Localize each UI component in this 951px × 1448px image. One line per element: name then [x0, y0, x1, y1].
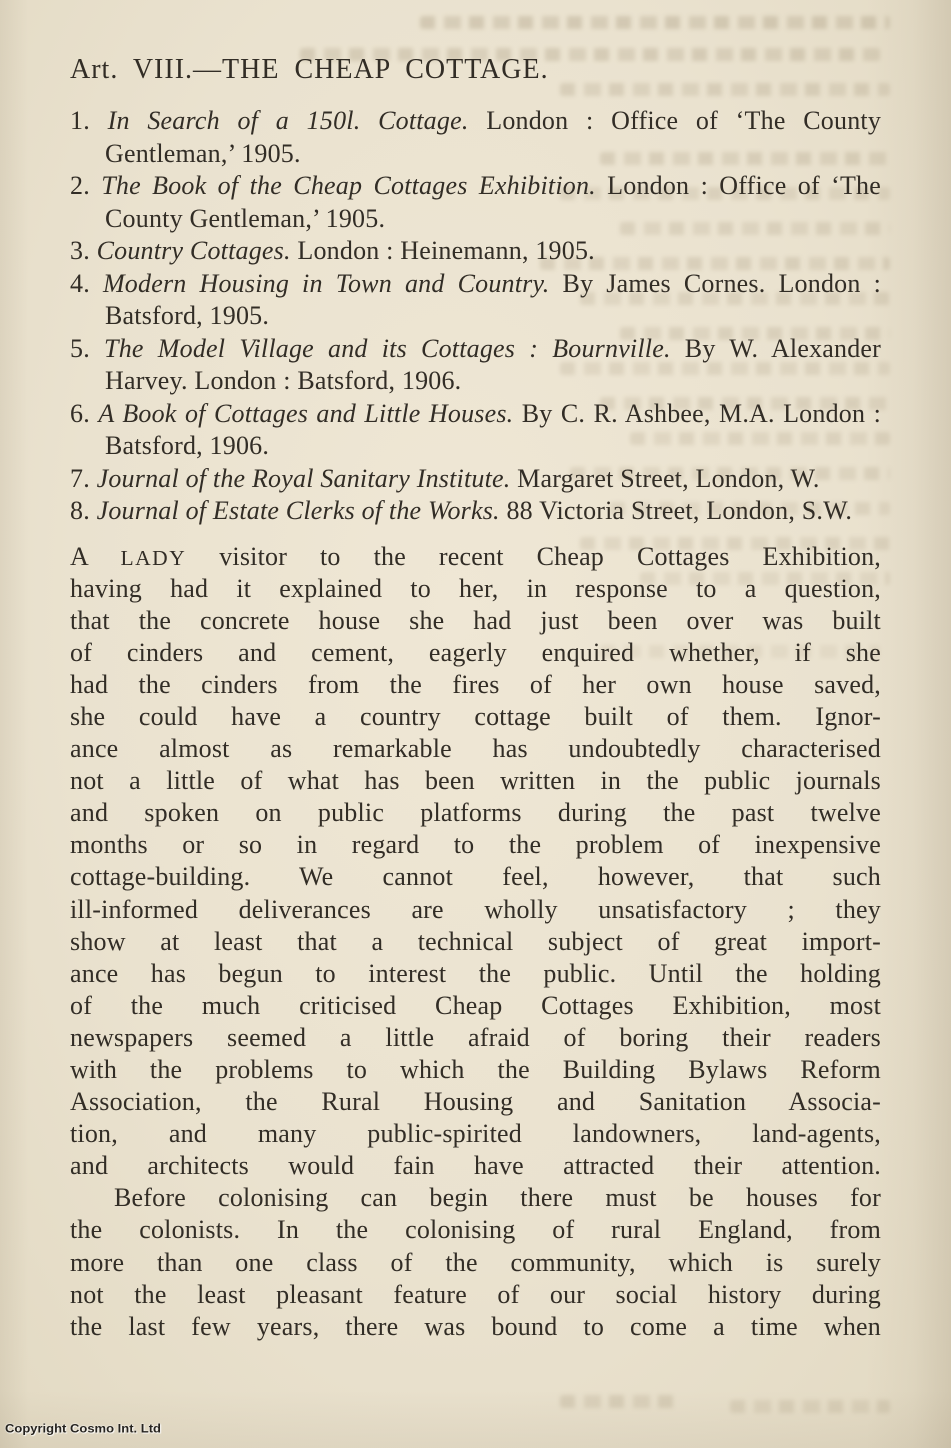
- text-line: the colonists. In the colonising of rural England, from: [70, 1215, 881, 1245]
- text-line: with the problems to which the Building Bylaws Reform: [70, 1055, 881, 1084]
- text-line: more than one class of the community, which is surely: [70, 1247, 881, 1277]
- text-line: of cinders and cement, eagerly enquired whether, if she: [70, 637, 881, 667]
- reference-publisher: By C. R. Ashbee, M.A. London : Batsford, 1906.: [105, 398, 881, 460]
- text-line: Association, the Rural Housing and Sanitation Associa-: [70, 1087, 881, 1117]
- reference-item: [70, 105, 881, 170]
- copyright-watermark: Copyright Cosmo Int. Ltd: [5, 1421, 161, 1436]
- text-line: not the least pleasant feature of our social history during: [70, 1279, 881, 1309]
- lead-rest: visitor to the recent Cheap Cottages Exhibition,: [219, 541, 881, 571]
- text-line: show at least that a technical subject of great import-: [70, 926, 881, 956]
- bleed-through-line: [730, 1400, 890, 1413]
- reference-item: [70, 398, 881, 463]
- lead-word: A: [70, 541, 88, 571]
- reference-number: 6.: [70, 398, 90, 428]
- text-line: [70, 541, 881, 573]
- reference-number: 4.: [70, 268, 90, 298]
- text-line: Before colonising can begin there must be houses for: [114, 1183, 881, 1213]
- text-line: ance has begun to interest the public. Until the holding: [70, 958, 881, 988]
- reference-item: [70, 495, 881, 528]
- text-line: months or so in regard to the problem of inexpensive: [70, 830, 881, 860]
- text-line: that the concrete house she had just been over was built: [70, 605, 881, 635]
- reference-number: 7.: [70, 463, 90, 493]
- reference-title: Country Cottages.: [96, 236, 291, 265]
- reference-title: In Search of a 150l. Cottage.: [107, 106, 469, 135]
- text-line: and spoken on public platforms during the past twelve: [70, 798, 881, 828]
- reference-publisher: By James Cornes. London : Batsford, 1905.: [105, 268, 882, 330]
- reference-publisher: London : Office of ‘The County Gentleman,’ 1905.: [105, 106, 882, 168]
- text-line: and architects would fain have attracted their attention.: [70, 1151, 881, 1181]
- paragraph-lines: [70, 573, 881, 1183]
- reference-publisher: London : Office of ‘The County Gentleman,’ 1905.: [105, 171, 881, 233]
- reference-publisher: Margaret Street, London, W.: [517, 463, 820, 493]
- reference-list: [70, 105, 881, 528]
- reference-publisher: London : Heinemann, 1905.: [297, 236, 595, 265]
- body-paragraph: [70, 1182, 881, 1342]
- reference-publisher: By W. Alexander Harvey. London : Batsford, 1906.: [105, 333, 882, 395]
- text-line: not a little of what has been written in the public journals: [70, 766, 881, 796]
- text-line: the last few years, there was bound to come a time when: [70, 1311, 881, 1341]
- reference-number: 2.: [70, 171, 90, 200]
- reference-number: 8.: [70, 496, 90, 525]
- lead-smallcaps: LADY: [120, 545, 187, 570]
- text-line: cottage-building. We cannot feel, however, that such: [70, 862, 881, 892]
- body-paragraph: [70, 541, 881, 1183]
- reference-title: A Book of Cottages and Little Houses.: [98, 398, 514, 428]
- text-line: she could have a country cottage built of them. Ignor-: [70, 701, 881, 731]
- reference-item: [70, 235, 881, 268]
- article-title: Art. VIII.—THE CHEAP COTTAGE.: [70, 54, 549, 85]
- text-line: ance almost as remarkable has undoubtedly characterised: [70, 734, 881, 764]
- reference-publisher: 88 Victoria Street, London, S.W.: [506, 496, 853, 525]
- text-line: of the much criticised Cheap Cottages Exhibition, most: [70, 990, 881, 1020]
- reference-number: 1.: [70, 106, 90, 135]
- reference-item: [70, 170, 881, 235]
- reference-title: Journal of the Royal Sanitary Institute.: [96, 463, 511, 493]
- text-line: ill-informed deliverances are wholly unsatisfactory ; they: [70, 894, 881, 924]
- reference-title: Modern Housing in Town and Country.: [102, 268, 550, 298]
- bleed-through-line: [560, 1395, 680, 1408]
- reference-item: [70, 463, 881, 496]
- reference-item: [70, 333, 881, 398]
- reference-title: Journal of Estate Clerks of the Works.: [96, 496, 500, 525]
- reference-number: 5.: [70, 333, 90, 363]
- text-line: having had it explained to her, in response to a question,: [70, 573, 881, 603]
- text-line: newspapers seemed a little afraid of boring their readers: [70, 1022, 881, 1052]
- paragraph-lines: [70, 1182, 881, 1342]
- text-block: [70, 0, 881, 1343]
- text-line: tion, and many public-spirited landowners, land-agents,: [70, 1119, 881, 1149]
- text-line: had the cinders from the fires of her own house saved,: [70, 669, 881, 699]
- reference-title: The Book of the Cheap Cottages Exhibition.: [101, 171, 596, 200]
- reference-number: 3.: [70, 236, 90, 265]
- reference-item: [70, 268, 881, 333]
- reference-title: The Model Village and its Cottages : Bournville.: [104, 333, 671, 363]
